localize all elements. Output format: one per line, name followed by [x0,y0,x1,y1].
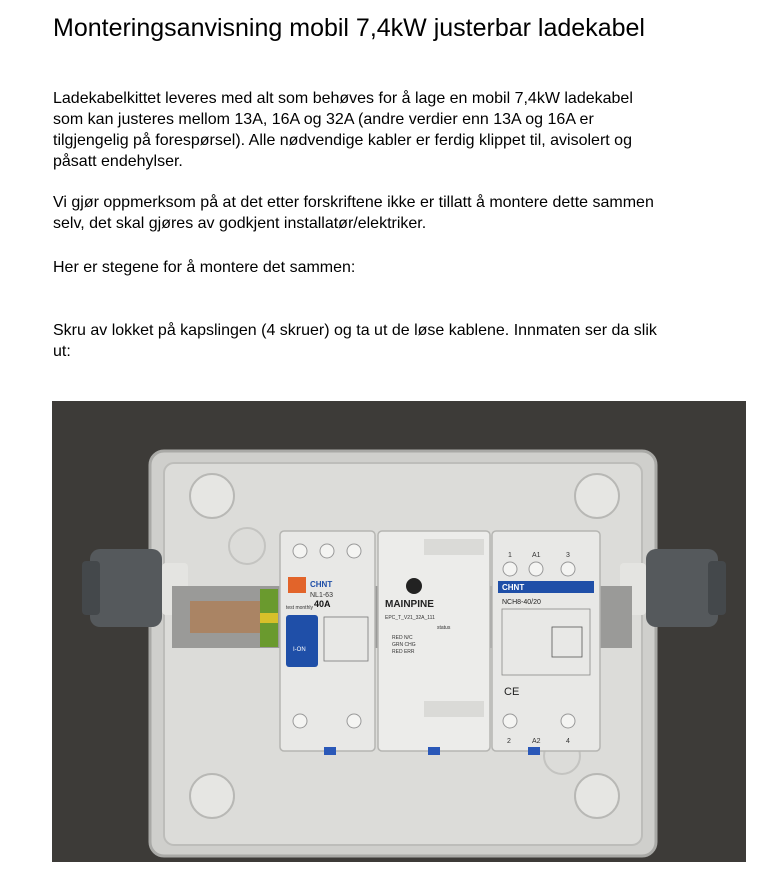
text-line: Skru av lokket på kapslingen (4 skruer) og ta ut de løse kablene. Innmaten ser da slik [53,322,657,339]
paragraph-steps-intro [53,257,753,278]
ce-mark: CE [504,686,520,698]
rcd-handle-label: I-ON [293,647,306,653]
text-line: som kan justeres mellom 13A, 16A og 32A (andre verdier enn 13A og 16A er [53,111,594,128]
terminal-screw [293,544,307,558]
contactor-terminal: A1 [532,552,541,559]
terminal-screw [293,714,307,728]
rcd-handle [286,615,318,667]
screw-boss [575,774,619,818]
contactor-terminal: A2 [532,738,541,745]
screw-boss [190,474,234,518]
evse-led-line: RED N/C [392,635,413,641]
terminal-screw [561,562,575,576]
contactor-terminal: 2 [507,738,511,745]
terminal-screw [503,714,517,728]
text-line: Ladekabelkittet leveres med alt som behøves for å lage en mobil 7,4kW ladekabel [53,90,633,107]
mainpine-logo-icon [406,578,422,594]
cable-gland-left [90,549,162,627]
evse-model: EPC_T_V21_32A_111 [385,615,435,621]
contactor-terminal: 1 [508,552,512,559]
paragraph-intro [53,88,753,172]
cable-gland-right-nut [708,561,726,615]
screw-boss [575,474,619,518]
evse-top-terminals [424,539,484,555]
text-line: tilgjengelig på forespørsel). Alle nødvendige kabler er ferdig klippet til, avisolert og [53,132,632,149]
evse-brand: MAINPINE [385,599,434,610]
evse-led-line: GRN CHG [392,642,416,648]
terminal-screw [503,562,517,576]
rcd-test-button [288,577,306,593]
rcd-brand: CHNT [310,580,333,589]
text-line: Vi gjør oppmerksom på at det etter forskriftene ikke er tillatt å montere dette sammen [53,194,654,211]
document-title: Monteringsanvisning mobil 7,4kW justerbar ladekabel [53,14,645,42]
terminal-screw [347,714,361,728]
text-line: påsatt endehylser. [53,153,183,170]
din-clip [528,747,540,755]
paragraph-regulation-notice [53,192,753,234]
contactor-brand: CHNT [502,583,525,592]
screw-boss [190,774,234,818]
contactor-terminal: 4 [566,738,570,745]
rcd-rating: 40A [314,599,331,609]
terminal-screw [320,544,334,558]
rcd-test-label: test monthly [286,605,313,611]
text-line: Her er stegene for å montere det sammen: [53,259,356,276]
terminal-screw [529,562,543,576]
evse-led-line: RED ERR [392,649,415,655]
terminal-screw [561,714,575,728]
paragraph-step-1 [53,320,753,362]
cable-gland-right [646,549,718,627]
text-line: selv, det skal gjøres av godkjent installatør/elektriker. [53,215,427,232]
din-clip [428,747,440,755]
din-clip [324,747,336,755]
contactor-model: NCH8-40/20 [502,599,541,606]
cable-gland-left-nut [82,561,100,615]
enclosure-illustration [52,401,746,862]
rcd-model: NL1-63 [310,592,333,599]
evse-status-label: status [437,625,451,631]
enclosure-interior-photo [52,401,746,862]
evse-controller [378,531,490,751]
copper-bar [190,601,270,633]
contactor-terminal: 3 [566,552,570,559]
text-line: ut: [53,343,71,360]
earth-terminal-stripe [260,613,278,623]
terminal-screw [347,544,361,558]
evse-bottom-terminals [424,701,484,717]
